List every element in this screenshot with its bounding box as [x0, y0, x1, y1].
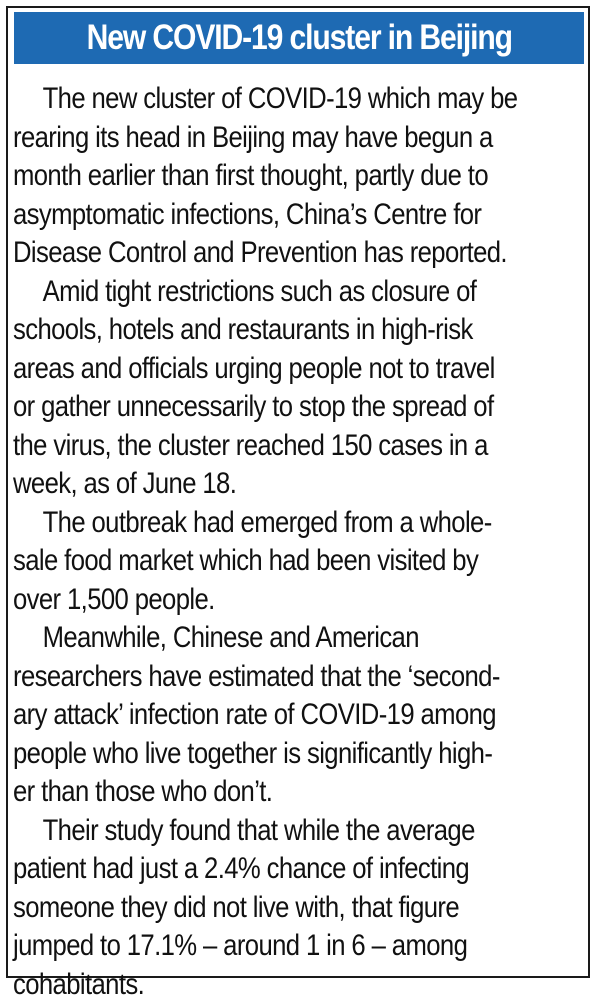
text-line: month earlier than first thought, partly due to	[13, 157, 516, 196]
article-box	[6, 6, 590, 978]
text-line: sale food market which had been visited by	[13, 542, 516, 581]
paragraph-3	[13, 504, 591, 620]
text-line: the virus, the cluster reached 150 cases in a	[13, 427, 516, 466]
text-line: The outbreak had emerged from a whole-	[13, 504, 516, 543]
text-line: patient had just a 2.4% chance of infecting	[13, 850, 516, 889]
text-line: er than those who don’t.	[13, 773, 516, 812]
paragraph-2	[13, 273, 591, 504]
text-line: schools, hotels and restaurants in high-risk	[13, 311, 516, 350]
text-line: over 1,500 people.	[13, 581, 516, 620]
text-line: Amid tight restrictions such as closure of	[13, 273, 516, 312]
text-line: week, as of June 18.	[13, 465, 516, 504]
text-line: areas and officials urging people not to travel	[13, 350, 516, 389]
text-line: The new cluster of COVID-19 which may be	[13, 80, 516, 119]
paragraph-4	[13, 619, 591, 812]
paragraph-1	[13, 80, 591, 273]
text-line: people who live together is significantly high-	[13, 735, 516, 774]
text-line: ary attack’ infection rate of COVID-19 among	[13, 696, 516, 735]
text-line: jumped to 17.1% – around 1 in 6 – among	[13, 927, 516, 966]
article-body	[13, 80, 591, 1004]
text-line: Their study found that while the average	[13, 812, 516, 851]
text-line: Disease Control and Prevention has reported.	[13, 234, 516, 273]
text-line: rearing its head in Beijing may have begun a	[13, 119, 516, 158]
text-line: researchers have estimated that the ‘second-	[13, 658, 516, 697]
headline: New COVID-19 cluster in Beijing	[86, 18, 511, 58]
headline-bar	[14, 12, 584, 64]
text-line: or gather unnecessarily to stop the spread of	[13, 388, 516, 427]
paragraph-5	[13, 812, 591, 1004]
text-line: Meanwhile, Chinese and American	[13, 619, 516, 658]
text-line: asymptomatic infections, China’s Centre for	[13, 196, 516, 235]
text-line: someone they did not live with, that figure	[13, 889, 516, 928]
text-line: cohabitants.	[13, 966, 516, 1004]
